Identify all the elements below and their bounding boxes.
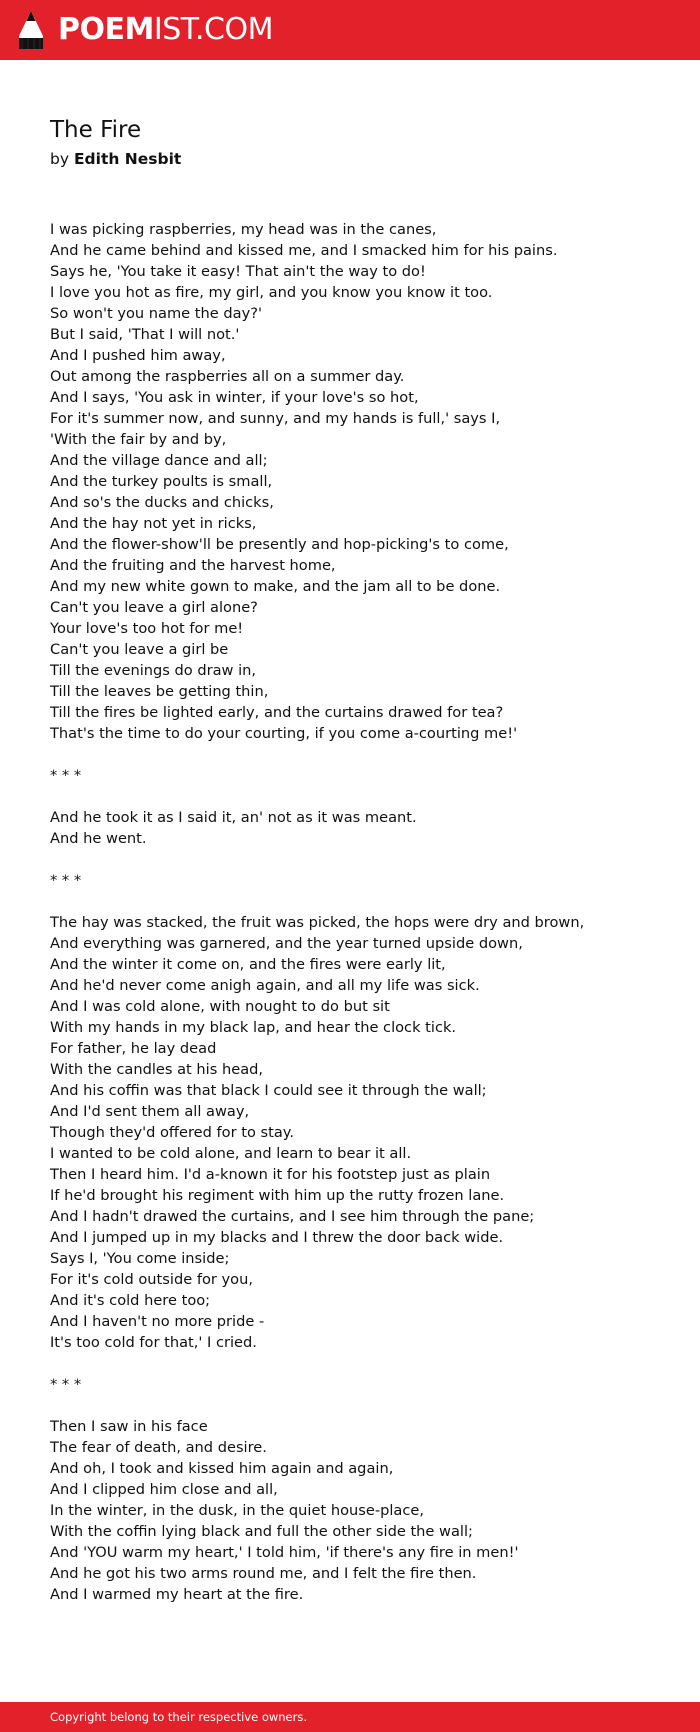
poem-line: Till the fires be lighted early, and the curtains drawed for tea? <box>50 704 504 721</box>
poem-line: Your love's too hot for me! <box>50 620 244 637</box>
poem-line: If he'd brought his regiment with him up the rutty frozen lane. <box>50 1187 505 1204</box>
poem-line: For father, he lay dead <box>50 1040 217 1057</box>
poem-line: But I said, 'That I will not.' <box>50 326 240 343</box>
poem-line: And my new white gown to make, and the jam all to be done. <box>50 578 501 595</box>
poem-line: And I'd sent them all away, <box>50 1103 250 1120</box>
poem-line: With the candles at his head, <box>50 1061 264 1078</box>
stanza <box>50 807 590 849</box>
poem-line: Though they'd offered for to stay. <box>50 1124 294 1141</box>
stanza-separator <box>50 1374 590 1395</box>
poem-line: The hay was stacked, the fruit was picked, the hops were dry and brown, <box>50 914 585 931</box>
site-footer <box>0 1702 700 1732</box>
author-name: Edith Nesbit <box>73 150 182 168</box>
poem-line: And the hay not yet in ricks, <box>50 515 257 532</box>
poem-line: Out among the raspberries all on a summer day. <box>50 368 405 385</box>
poem-title: The Fire <box>50 117 142 143</box>
poem-line: For it's summer now, and sunny, and my hands is full,' says I, <box>50 410 501 427</box>
poem-line: I wanted to be cold alone, and learn to bear it all. <box>50 1145 412 1162</box>
poem-line: Can't you leave a girl alone? <box>50 599 258 616</box>
poem-byline <box>50 148 181 170</box>
separator-text: * * * <box>50 1376 82 1393</box>
poem-line: And it's cold here too; <box>50 1292 211 1309</box>
poem-line: Then I heard him. I'd a-known it for his footstep just as plain <box>50 1166 491 1183</box>
pencil-tip-icon <box>18 10 44 50</box>
poem-line: Says he, 'You take it easy! That ain't the way to do! <box>50 263 426 280</box>
poem-line: In the winter, in the dusk, in the quiet house-place, <box>50 1502 424 1519</box>
poem-line: And I haven't no more pride - <box>50 1313 265 1330</box>
poem-line: And so's the ducks and chicks, <box>50 494 274 511</box>
stanza <box>50 1416 590 1605</box>
separator-text: * * * <box>50 767 82 784</box>
poem-line: And he got his two arms round me, and I felt the fire then. <box>50 1565 477 1582</box>
poem-line: With my hands in my black lap, and hear the clock tick. <box>50 1019 457 1036</box>
poem-line: Says I, 'You come inside; <box>50 1250 230 1267</box>
poem-line: And his coffin was that black I could see it through the wall; <box>50 1082 487 1099</box>
poem-line: It's too cold for that,' I cried. <box>50 1334 257 1351</box>
poem-line: And he'd never come anigh again, and all my life was sick. <box>50 977 480 994</box>
poem-line: For it's cold outside for you, <box>50 1271 253 1288</box>
poem-body <box>50 219 590 1626</box>
poem-line: Then I saw in his face <box>50 1418 208 1435</box>
site-logo[interactable] <box>18 10 273 50</box>
poem-line: The fear of death, and desire. <box>50 1439 267 1456</box>
poem-line: And I clipped him close and all, <box>50 1481 278 1498</box>
poem-line: Can't you leave a girl be <box>50 641 229 658</box>
poem-line: And the turkey poults is small, <box>50 473 273 490</box>
poem-line: And the flower-show'll be presently and hop-picking's to come, <box>50 536 509 553</box>
poem-line: And he went. <box>50 830 147 847</box>
poem-line: Till the leaves be getting thin, <box>50 683 269 700</box>
poem-line: And he came behind and kissed me, and I smacked him for his pains. <box>50 242 558 259</box>
stanza <box>50 912 590 1353</box>
logo-light-text: IST.COM <box>153 12 273 47</box>
poem-line: And the fruiting and the harvest home, <box>50 557 336 574</box>
site-name <box>58 10 273 50</box>
poem-line: And he took it as I said it, an' not as it was meant. <box>50 809 417 826</box>
byline-prefix: by <box>50 150 70 168</box>
poem-line: I was picking raspberries, my head was in the canes, <box>50 221 437 238</box>
poem-line: And 'YOU warm my heart,' I told him, 'if there's any fire in men!' <box>50 1544 519 1561</box>
poem-line: And everything was garnered, and the year turned upside down, <box>50 935 523 952</box>
stanza <box>50 219 590 744</box>
copyright-text: Copyright belong to their respective owners. <box>50 1710 308 1724</box>
poem-line: And I jumped up in my blacks and I threw the door back wide. <box>50 1229 504 1246</box>
poem-line: And I warmed my heart at the fire. <box>50 1586 304 1603</box>
poem-line: And I pushed him away, <box>50 347 226 364</box>
stanza-separator <box>50 765 590 786</box>
poem-line: Till the evenings do draw in, <box>50 662 257 679</box>
poem-line: I love you hot as fire, my girl, and you know you know it too. <box>50 284 493 301</box>
poem-line: 'With the fair by and by, <box>50 431 227 448</box>
stanza-separator <box>50 870 590 891</box>
poem-line: And I hadn't drawed the curtains, and I see him through the pane; <box>50 1208 535 1225</box>
poem-line: And I was cold alone, with nought to do but sit <box>50 998 390 1015</box>
poem-line: So won't you name the day?' <box>50 305 262 322</box>
poem-line: And I says, 'You ask in winter, if your love's so hot, <box>50 389 419 406</box>
site-header <box>0 0 700 60</box>
poem-line: That's the time to do your courting, if you come a-courting me!' <box>50 725 518 742</box>
logo-bold-text: POEM <box>58 12 154 47</box>
poem-line: With the coffin lying black and full the other side the wall; <box>50 1523 473 1540</box>
separator-text: * * * <box>50 872 82 889</box>
poem-line: And oh, I took and kissed him again and again, <box>50 1460 394 1477</box>
poem-line: And the winter it come on, and the fires were early lit, <box>50 956 446 973</box>
poem-line: And the village dance and all; <box>50 452 268 469</box>
